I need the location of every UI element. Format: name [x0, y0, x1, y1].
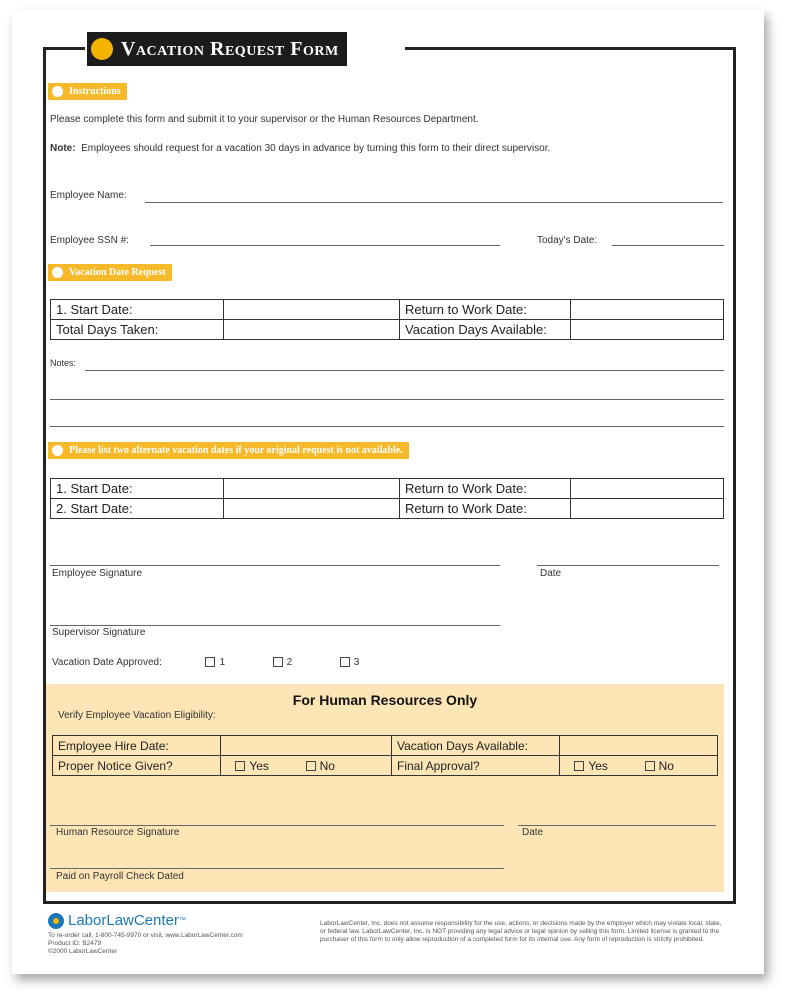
- employee-ssn-field[interactable]: [150, 245, 500, 246]
- instruction-text: Please complete this form and submit it to your supervisor or the Human Resources Department.: [50, 114, 479, 125]
- employee-signature-field[interactable]: [50, 565, 500, 566]
- section-tag-label: Vacation Date Request: [69, 267, 166, 278]
- note-label: Note:: [50, 143, 76, 154]
- vacation-request-table: [50, 299, 724, 340]
- final-yes-label: Yes: [588, 758, 608, 773]
- approve-option-2-checkbox[interactable]: [273, 657, 283, 667]
- section-tag-label: Please list two alternate vacation dates if your original request is not available.: [69, 445, 403, 456]
- hr-days-available-label: Vacation Days Available:: [392, 736, 560, 756]
- approve-option-1-checkbox[interactable]: [205, 657, 215, 667]
- total-days-label: Total Days Taken:: [51, 320, 224, 340]
- employee-name-field[interactable]: [145, 202, 723, 203]
- notes-line-3[interactable]: [50, 426, 724, 427]
- note-body: Employees should request for a vacation 30 days in advance by turning this form to their direct supervisor.: [81, 143, 551, 154]
- bullet-icon: [52, 445, 63, 456]
- days-available-label: Vacation Days Available:: [400, 320, 571, 340]
- bullet-icon: [52, 86, 63, 97]
- section-tag-alternate-dates: [48, 442, 409, 459]
- section-tag-instructions: [48, 83, 127, 100]
- hr-section: [46, 684, 724, 892]
- footer-product-id: Product ID: B2479: [48, 940, 102, 947]
- approve-option-2-label: 2: [286, 657, 293, 668]
- note-text: [50, 143, 550, 154]
- brand-logo: [48, 912, 186, 929]
- notice-yes-checkbox[interactable]: [235, 761, 245, 771]
- notes-line-2[interactable]: [50, 399, 724, 400]
- hr-signature-label: Human Resource Signature: [56, 827, 180, 838]
- final-no-label: No: [658, 758, 674, 773]
- notice-options: [221, 756, 392, 776]
- notice-label: Proper Notice Given?: [53, 756, 221, 776]
- approve-option-3-label: 3: [353, 657, 360, 668]
- section-tag-label: Instructions: [69, 86, 121, 97]
- approve-option-3-checkbox[interactable]: [340, 657, 350, 667]
- approved-row: [52, 657, 359, 668]
- hr-days-available-cell[interactable]: [560, 736, 718, 756]
- footer-reorder: To re-order call, 1-800-745-9970 or visit, www.LaborLawCenter.com: [48, 932, 243, 939]
- notice-no-label: No: [319, 758, 335, 773]
- form-title: Vacation Request Form: [121, 37, 339, 60]
- brand-logo-icon: [48, 913, 64, 929]
- frame-top-right: [405, 47, 733, 50]
- alt-start-date-2-label: 2. Start Date:: [51, 499, 224, 519]
- supervisor-signature-label: Supervisor Signature: [52, 627, 146, 638]
- hr-table: [52, 735, 718, 776]
- footer-copyright: ©2000 LaborLawCenter: [48, 948, 118, 955]
- alternate-dates-table: [50, 478, 724, 519]
- hr-date-label: Date: [522, 827, 544, 838]
- hr-signature-field[interactable]: [50, 825, 504, 826]
- payroll-label: Paid on Payroll Check Dated: [56, 871, 184, 882]
- alt-return-date-1-cell[interactable]: [571, 479, 724, 499]
- employee-date-label: Date: [540, 568, 562, 579]
- approved-label: Vacation Date Approved:: [52, 657, 162, 668]
- return-date-cell[interactable]: [571, 300, 724, 320]
- start-date-cell[interactable]: [224, 300, 400, 320]
- employee-name-label: Employee Name:: [50, 190, 127, 201]
- section-tag-vacation-date-request: [48, 264, 172, 281]
- frame-top-left: [43, 47, 85, 50]
- start-date-label: 1. Start Date:: [51, 300, 224, 320]
- total-days-cell[interactable]: [224, 320, 400, 340]
- supervisor-signature-field[interactable]: [50, 625, 500, 626]
- brand-name: LaborLawCenter: [68, 912, 179, 929]
- footer-disclaimer: LaborLawCenter, Inc. does not assume responsibility for the use, actions, or decisions made by the employer which may violate local, state, or federal law. LaborLawCenter, Inc. is NOT providing any legal advice or legal opinion by selling this form. Limited license is granted to the purchaser of this form to only allow reproduction of a completed form for its internal use. Any form of reproduction is strictly prohibited.: [320, 920, 722, 943]
- return-date-label: Return to Work Date:: [400, 300, 571, 320]
- bullet-icon: [91, 38, 113, 60]
- hr-date-field[interactable]: [518, 825, 716, 826]
- brand-trademark: ™: [178, 917, 186, 924]
- days-available-cell[interactable]: [571, 320, 724, 340]
- todays-date-label: Today's Date:: [537, 235, 598, 246]
- alt-return-date-2-label: Return to Work Date:: [400, 499, 571, 519]
- hire-date-cell[interactable]: [221, 736, 392, 756]
- hr-title: For Human Resources Only: [292, 692, 478, 708]
- employee-ssn-label: Employee SSN #:: [50, 235, 129, 246]
- todays-date-field[interactable]: [612, 245, 724, 246]
- form-title-banner: [87, 32, 347, 66]
- final-approval-label: Final Approval?: [392, 756, 560, 776]
- bullet-icon: [52, 267, 63, 278]
- notice-yes-label: Yes: [249, 758, 269, 773]
- employee-signature-label: Employee Signature: [52, 568, 143, 579]
- footer-contact: [48, 932, 308, 956]
- employee-date-field[interactable]: [537, 565, 719, 566]
- notes-line-1[interactable]: [85, 370, 724, 371]
- alt-return-date-2-cell[interactable]: [571, 499, 724, 519]
- notice-no-checkbox[interactable]: [306, 761, 316, 771]
- alt-return-date-1-label: Return to Work Date:: [400, 479, 571, 499]
- hire-date-label: Employee Hire Date:: [53, 736, 221, 756]
- alt-start-date-1-label: 1. Start Date:: [51, 479, 224, 499]
- approve-option-1-label: 1: [219, 657, 226, 668]
- final-approval-options: [560, 756, 718, 776]
- payroll-field[interactable]: [50, 868, 504, 869]
- notes-label: Notes:: [50, 358, 77, 368]
- verify-label: Verify Employee Vacation Eligibility:: [58, 710, 216, 721]
- final-yes-checkbox[interactable]: [574, 761, 584, 771]
- alt-start-date-2-cell[interactable]: [224, 499, 400, 519]
- alt-start-date-1-cell[interactable]: [224, 479, 400, 499]
- final-no-checkbox[interactable]: [645, 761, 655, 771]
